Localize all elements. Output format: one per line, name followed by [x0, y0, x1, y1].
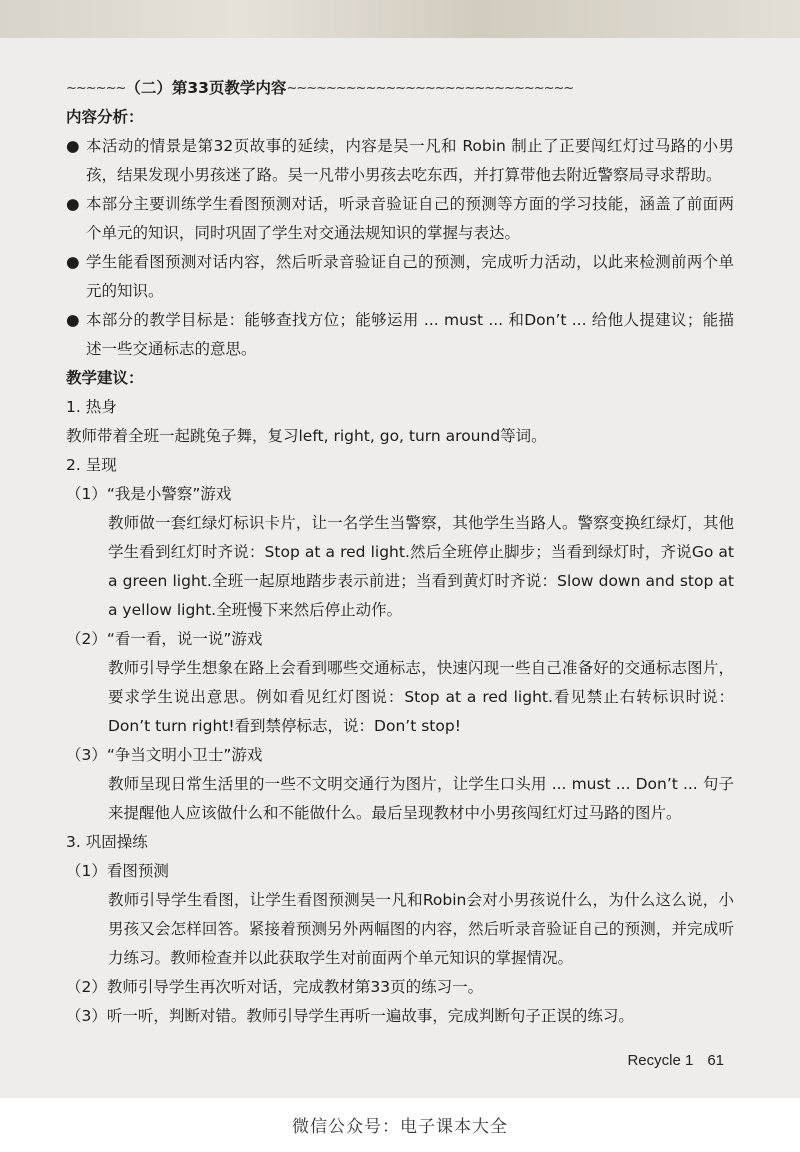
- unit-label: Recycle 1: [627, 1052, 694, 1069]
- analysis-item: ● 本部分的教学目标是：能够查找方位；能够运用 ... must ... 和Don’t ... 给他人提建议；能描述一些交通标志的意思。: [66, 306, 734, 364]
- section-title-row: [66, 74, 734, 103]
- bullet-icon: ●: [66, 311, 80, 329]
- section-title: （二）第33页教学内容: [125, 79, 287, 97]
- bullet-icon: ●: [66, 137, 80, 155]
- bullet-icon: ●: [66, 195, 80, 213]
- analysis-item: ● 本部分主要训练学生看图预测对话，听录音验证自己的预测等方面的学习技能，涵盖了前面两个单元的知识，同时巩固了学生对交通法规知识的掌握与表达。: [66, 190, 734, 248]
- analysis-item: ● 本活动的情景是第32页故事的延续，内容是吴一凡和 Robin 制止了正要闯红灯过马路的小男孩，结果发现小男孩迷了路。吴一凡带小男孩去吃东西，并打算带他去附近警察局寻求帮助。: [66, 132, 734, 190]
- step2-item-text: 教师做一套红绿灯标识卡片，让一名学生当警察，其他学生当路人。警察变换红绿灯，其他学生看到红灯时齐说：Stop at a red light.然后全班停止脚步；当看到绿灯时，齐说Go at a green light.全班一起原地踏步表示前进；当看到黄灯时齐说：Slow down and stop at a yellow light.全班慢下来然后停止动作。: [108, 514, 734, 619]
- step2-item-title: （2）“看一看，说一说”游戏: [66, 630, 263, 648]
- step1-text: 教师带着全班一起跳兔子舞，复习left, right, go, turn around等词。: [66, 427, 547, 445]
- step3-item: （2）教师引导学生再次听对话，完成教材第33页的练习一。: [66, 978, 484, 996]
- step2-item-title: （1）“我是小警察”游戏: [66, 485, 232, 503]
- page-content: [66, 74, 734, 1031]
- step1-heading: 1. 热身: [66, 398, 117, 416]
- step3-item-text: 教师引导学生看图，让学生看图预测吴一凡和Robin会对小男孩说什么，为什么这么说，小男孩又会怎样回答。紧接着预测另外两幅图的内容，然后听录音验证自己的预测，并完成听力练习。教师检查并以此获取学生对前面两个单元知识的掌握情况。: [108, 891, 734, 967]
- wave-decoration-right: ~~~~~~~~~~~~~~~~~~~~~~~~~~~~~: [286, 81, 574, 96]
- watermark-text: 微信公众号：电子课本大全: [292, 1117, 508, 1137]
- step2-item-text: 教师呈现日常生活里的一些不文明交通行为图片，让学生口头用 ... must ... Don’t ... 句子来提醒他人应该做什么和不能做什么。最后呈现教材中小男孩闯红灯过马路的图片。: [108, 775, 734, 822]
- step3-item: （3）听一听，判断对错。教师引导学生再听一遍故事，完成判断句子正误的练习。: [66, 1007, 634, 1025]
- page-number: 61: [707, 1052, 724, 1069]
- step2-heading: 2. 呈现: [66, 456, 117, 474]
- wave-decoration-left: ~~~~~~: [66, 81, 126, 96]
- suggestions-heading: 教学建议：: [66, 369, 144, 387]
- analysis-item: ● 学生能看图预测对话内容，然后听录音验证自己的预测，完成听力活动，以此来检测前两个单元的知识。: [66, 248, 734, 306]
- analysis-heading: 内容分析：: [66, 108, 144, 126]
- bullet-icon: ●: [66, 253, 80, 271]
- step2-item-title: （3）“争当文明小卫士”游戏: [66, 746, 263, 764]
- step3-item-title: （1）看图预测: [66, 862, 169, 880]
- page-footer: [627, 1052, 724, 1069]
- step3-heading: 3. 巩固操练: [66, 833, 148, 851]
- step2-item-text: 教师引导学生想象在路上会看到哪些交通标志，快速闪现一些自己准备好的交通标志图片，要求学生说出意思。例如看见红灯图说：Stop at a red light.看见禁止右转标识时说：Don’t turn right!看到禁停标志，说：Don’t stop!: [108, 659, 734, 735]
- analysis-list: [66, 132, 734, 364]
